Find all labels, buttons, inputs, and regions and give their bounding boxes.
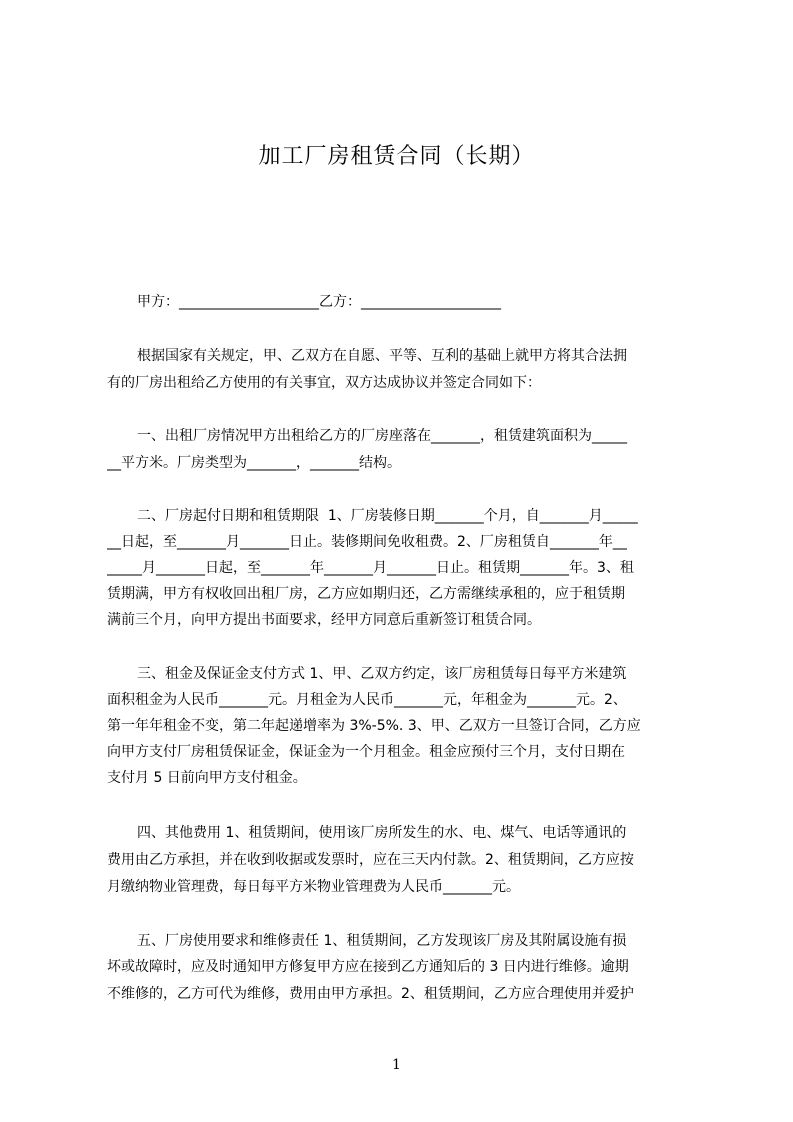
paragraph-line: 费用由乙方承担，并在收到收据或发票时，应在三天内付款。2、租赁期间，乙方应按	[107, 852, 634, 868]
paragraph-line: 月缴纳物业管理费，每日每平方米物业管理费为人民币_______元。	[107, 879, 520, 895]
paragraph-line: 有的厂房出租给乙方使用的有关事宜，双方达成协议并签定合同如下：	[107, 375, 541, 391]
paragraph-line: 支付月 5 日前向甲方支付租金。	[107, 770, 307, 786]
paragraph-line: 面积租金为人民币_______元。月租金为人民币_______元，年租金为_______元。2、	[107, 692, 627, 708]
paragraph-line: __平方米。厂房类型为_______，_______结构。	[107, 455, 401, 471]
paragraph-line: 二、厂房起付日期和租赁期限 1、厂房装修日期_______个月，自_______月_____	[137, 508, 638, 524]
paragraph-line: 根据国家有关规定，甲、乙双方在自愿、平等、互利的基础上就甲方将其合法拥	[137, 348, 627, 364]
paragraph-line: 不维修的，乙方可代为维修，费用由甲方承担。2、租赁期间，乙方应合理使用并爱护	[107, 986, 634, 1002]
page-number: 1	[392, 1057, 401, 1073]
paragraph-line: 一、出租厂房情况甲方出租给乙方的厂房座落在_______，租赁建筑面积为_____	[137, 428, 627, 444]
paragraph-line: 坏或故障时，应及时通知甲方修复甲方应在接到乙方通知后的 3 日内进行维修。逾期	[107, 959, 629, 975]
paragraph-line: 第一年年租金不变，第二年起递增率为 3%-5%. 3、甲、乙双方一旦签订合同，乙方应	[107, 718, 641, 734]
paragraph-line: _____月_______日起，至_______年_______月_______日止。租赁期_______年。3、租	[107, 560, 634, 576]
paragraph-line: 满前三个月，向甲方提出书面要求，经甲方同意后重新签订租赁合同。	[107, 612, 541, 628]
paragraph-line: __日起，至_______月_______日止。装修期间免收租费。2、厂房租赁自_______年__	[107, 534, 627, 550]
paragraph-line: 四、其他费用 1、租赁期间，使用该厂房所发生的水、电、煤气、电话等通讯的	[137, 825, 627, 841]
paragraph-line: 向甲方支付厂房租赁保证金，保证金为一个月租金。租金应预付三个月，支付日期在	[107, 744, 625, 760]
parties-line: 甲方：____________________乙方：____________________	[137, 294, 501, 310]
paragraph-line: 三、租金及保证金支付方式 1、甲、乙双方约定，该厂房租赁每日每平方米建筑	[137, 666, 627, 682]
paragraph-line: 赁期满，甲方有权收回出租厂房，乙方应如期归还，乙方需继续承租的，应于租赁期	[107, 586, 625, 602]
paragraph-line: 五、厂房使用要求和维修责任 1、租赁期间，乙方发现该厂房及其附属设施有损	[137, 933, 627, 949]
document-title: 加工厂房租赁合同（长期）	[258, 144, 535, 169]
